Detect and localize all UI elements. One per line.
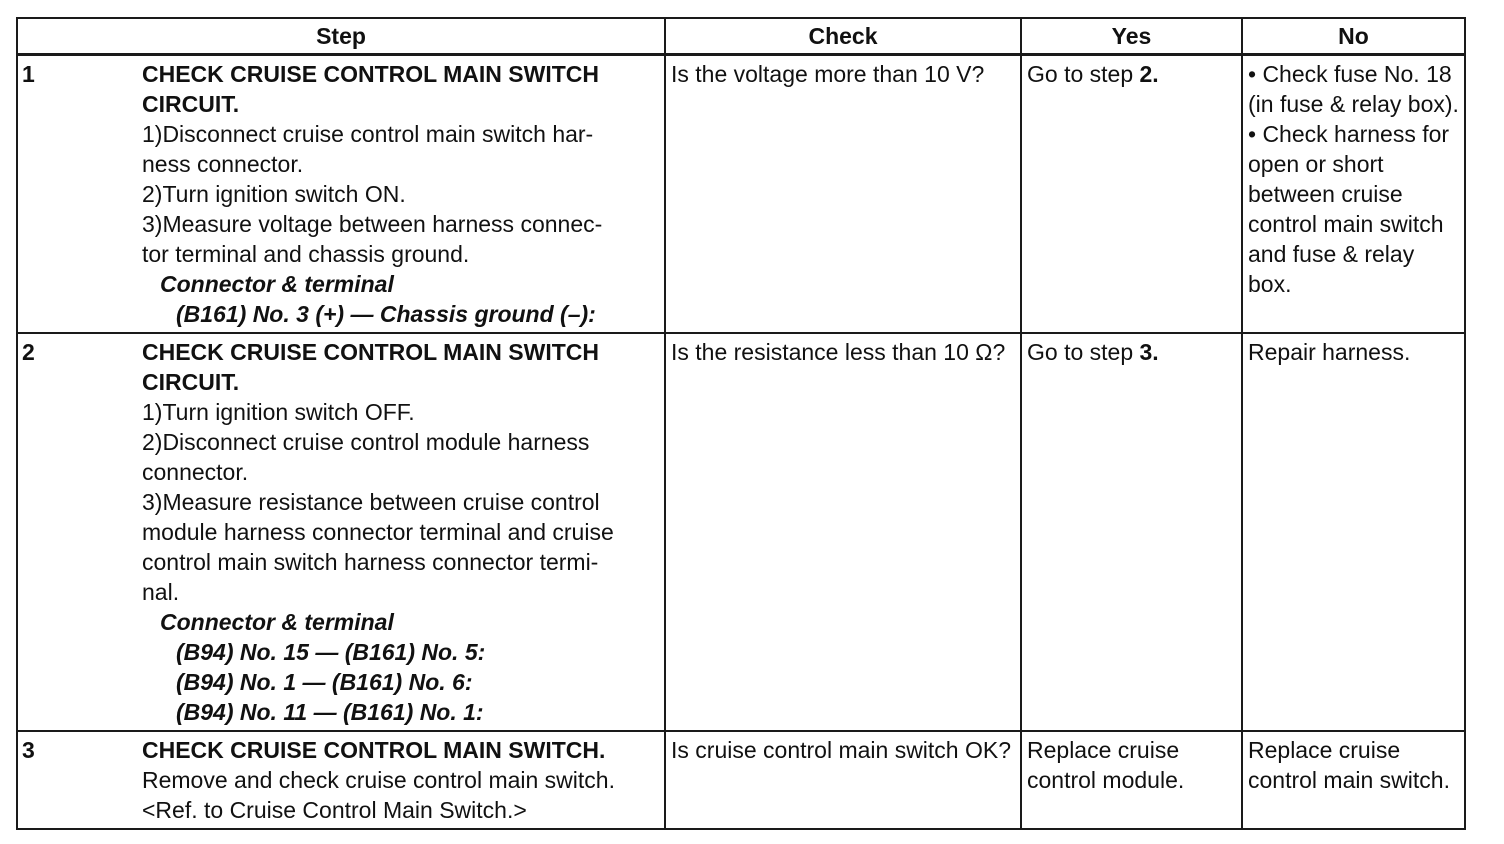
step-line: 1)Turn ignition switch OFF.: [142, 399, 415, 425]
yes-step-ref: 2.: [1139, 61, 1159, 87]
step-line: ness connector.: [142, 151, 304, 177]
step-cell: [17, 333, 665, 731]
connector-label: Connector & terminal: [160, 271, 394, 297]
yes-cell: [1021, 55, 1242, 334]
yes-cell: [1021, 333, 1242, 731]
header-yes: Yes: [1021, 18, 1242, 55]
table-row: [17, 55, 1465, 334]
connector-label: Connector & terminal: [160, 609, 394, 635]
check-cell: Is the voltage more than 10 V?: [665, 55, 1021, 334]
no-cell: [1242, 55, 1465, 334]
check-cell: Is cruise control main switch OK?: [665, 731, 1021, 829]
table-row: [17, 333, 1465, 731]
step-title: CHECK CRUISE CONTROL MAIN SWITCH: [142, 339, 600, 365]
step-line: 3)Measure resistance between cruise control: [142, 489, 600, 515]
no-cell: [1242, 333, 1465, 731]
no-bullet: • Check harness for open or short between cruise control main switch and fuse & relay box.: [1248, 121, 1450, 297]
no-text: Repair harness.: [1248, 339, 1411, 365]
step-line: control main switch harness connector termi-: [142, 549, 599, 575]
header-row: [17, 18, 1465, 55]
yes-cell: Replace cruise control module.: [1021, 731, 1242, 829]
step-line: nal.: [142, 579, 180, 605]
step-line: 3)Measure voltage between harness connec-: [142, 211, 603, 237]
diagnostic-table: [16, 17, 1466, 830]
header-step: Step: [17, 18, 665, 55]
step-number: 2: [22, 339, 35, 365]
yes-text: Go to step: [1027, 61, 1140, 87]
step-line: 2)Turn ignition switch ON.: [142, 181, 406, 207]
step-line: Remove and check cruise control main switch.: [142, 767, 615, 793]
step-number: 3: [22, 737, 35, 763]
terminal-spec: (B161) No. 3 (+) — Chassis ground (–):: [176, 301, 596, 327]
step-title: CIRCUIT.: [142, 91, 240, 117]
no-cell: [1242, 731, 1465, 829]
step-line: 2)Disconnect cruise control module harness: [142, 429, 590, 455]
step-line: 1)Disconnect cruise control main switch har-: [142, 121, 594, 147]
step-line: <Ref. to Cruise Control Main Switch.>: [142, 797, 527, 823]
no-text: Replace cruise control main switch.: [1248, 737, 1450, 793]
no-bullet: • Check fuse No. 18 (in fuse & relay box).: [1248, 61, 1459, 117]
step-title: CHECK CRUISE CONTROL MAIN SWITCH.: [142, 737, 606, 763]
step-cell: [17, 55, 665, 334]
step-number: 1: [22, 61, 35, 87]
header-check: Check: [665, 18, 1021, 55]
step-title: CHECK CRUISE CONTROL MAIN SWITCH: [142, 61, 600, 87]
terminal-spec: (B94) No. 11 — (B161) No. 1:: [176, 699, 484, 725]
header-no: No: [1242, 18, 1465, 55]
table-row: [17, 731, 1465, 829]
step-line: module harness connector terminal and cruise: [142, 519, 614, 545]
step-title: CIRCUIT.: [142, 369, 240, 395]
yes-step-ref: 3.: [1139, 339, 1159, 365]
check-cell: Is the resistance less than 10 Ω?: [665, 333, 1021, 731]
step-line: connector.: [142, 459, 249, 485]
terminal-spec: (B94) No. 15 — (B161) No. 5:: [176, 639, 486, 665]
terminal-spec: (B94) No. 1 — (B161) No. 6:: [176, 669, 473, 695]
step-cell: [17, 731, 665, 829]
yes-text: Go to step: [1027, 339, 1140, 365]
step-line: tor terminal and chassis ground.: [142, 241, 470, 267]
